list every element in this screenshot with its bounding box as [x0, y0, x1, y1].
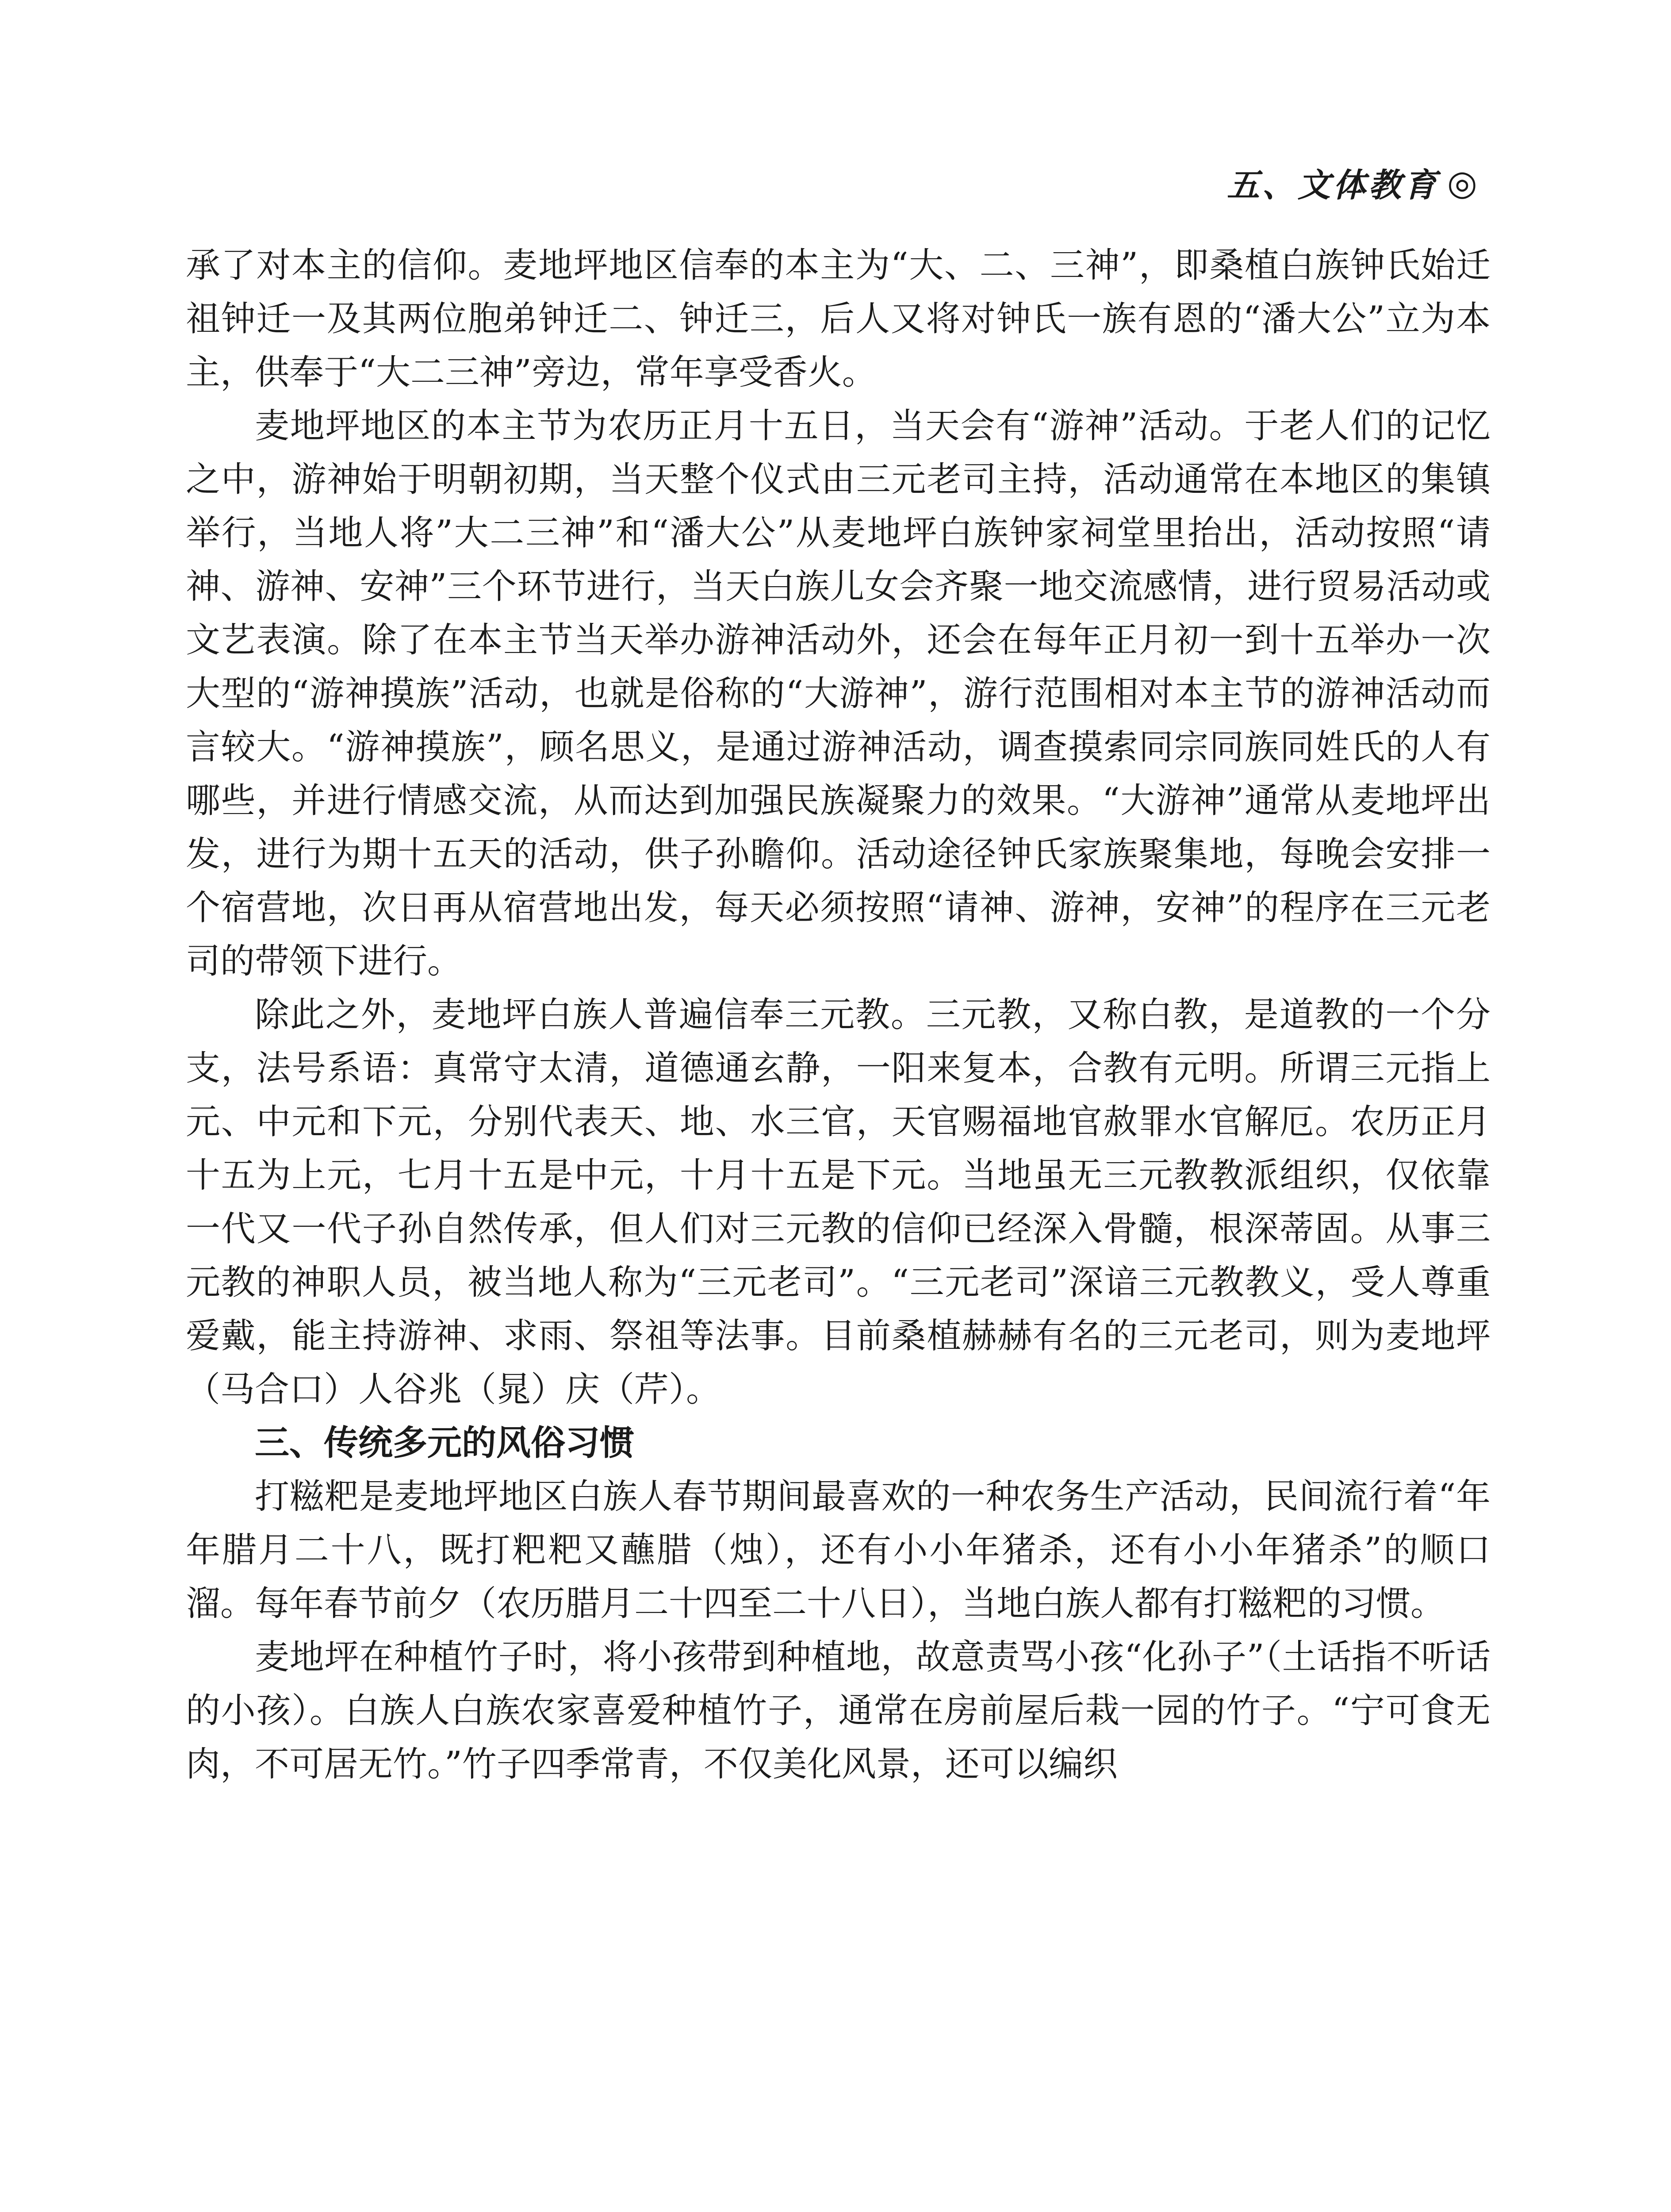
paragraph: 打糍粑是麦地坪地区白族人春节期间最喜欢的一种农务生产活动，民间流行着“年年腊月二十八，既打粑粑又蘸腊（烛），还有小小年猪杀，还有小小年猪杀”的顺口溜。每年春节前夕（农历腊月二十四至二十八日），当地白族人都有打糍粑的习惯。: [186, 1477, 1491, 1624]
running-header: [1227, 159, 1480, 206]
section-title: 五、文体教育: [1226, 166, 1439, 204]
paragraph: 承了对本主的信仰。麦地坪地区信奉的本主为“大、二、三神”，即桑植白族钟氏始迁祖钟迁一及其两位胞弟钟迁二、钟迁三，后人又将对钟氏一族有恩的“潘大公”立为本主，供奉于“大二三神”旁边，常年享受香火。: [186, 246, 1491, 392]
paragraph: 麦地坪在种植竹子时，将小孩带到种植地，故意责骂小孩“化孙子”（土话指不听话的小孩）。白族人白族农家喜爱种植竹子，通常在房前屋后栽一园的竹子。“宁可食无肉，不可居无竹。”竹子四季常青，不仅美化风景，还可以编织: [186, 1637, 1491, 1784]
paragraph: 麦地坪地区的本主节为农历正月十五日，当天会有“游神”活动。于老人们的记忆之中，游神始于明朝初期，当天整个仪式由三元老司主持，活动通常在本地区的集镇举行，当地人将”大二三神”和“潘大公”从麦地坪白族钟家祠堂里抬出，活动按照“请神、游神、安神”三个环节进行，当天白族儿女会齐聚一地交流感情，进行贸易活动或文艺表演。除了在本主节当天举办游神活动外，还会在每年正月初一到十五举办一次大型的“游神摸族”活动，也就是俗称的“大游神”，游行范围相对本主节的游神活动而言较大。“游神摸族”，顾名思义，是通过游神活动，调查摸索同宗同族同姓氏的人有哪些，并进行情感交流，从而达到加强民族凝聚力的效果。“大游神”通常从麦地坪出发，进行为期十五天的活动，供子孙瞻仰。活动途径钟氏家族聚集地，每晚会安排一个宿营地，次日再从宿营地出发，每天必须按照“请神、游神，安神”的程序在三元老司的带领下进行。: [186, 406, 1491, 981]
body-text: [186, 239, 1491, 1791]
circle-mark-icon: ◎: [1447, 162, 1480, 203]
paragraph: 除此之外，麦地坪白族人普遍信奉三元教。三元教，又称白教，是道教的一个分支，法号系语：真常守太清，道德通玄静，一阳来复本，合教有元明。所谓三元指上元、中元和下元，分别代表天、地、水三官，天官赐福地官赦罪水官解厄。农历正月十五为上元，七月十五是中元，十月十五是下元。当地虽无三元教教派组织，仅依靠一代又一代子孙自然传承，但人们对三元教的信仰已经深入骨髓，根深蒂固。从事三元教的神职人员，被当地人称为“三元老司”。“三元老司”深谙三元教教义，受人尊重爱戴，能主持游神、求雨、祭祖等法事。目前桑植赫赫有名的三元老司，则为麦地坪（马合口）人谷兆（晁）庆（芹）。: [186, 995, 1491, 1409]
section-heading: 三、传统多元的风俗习惯: [255, 1423, 635, 1463]
